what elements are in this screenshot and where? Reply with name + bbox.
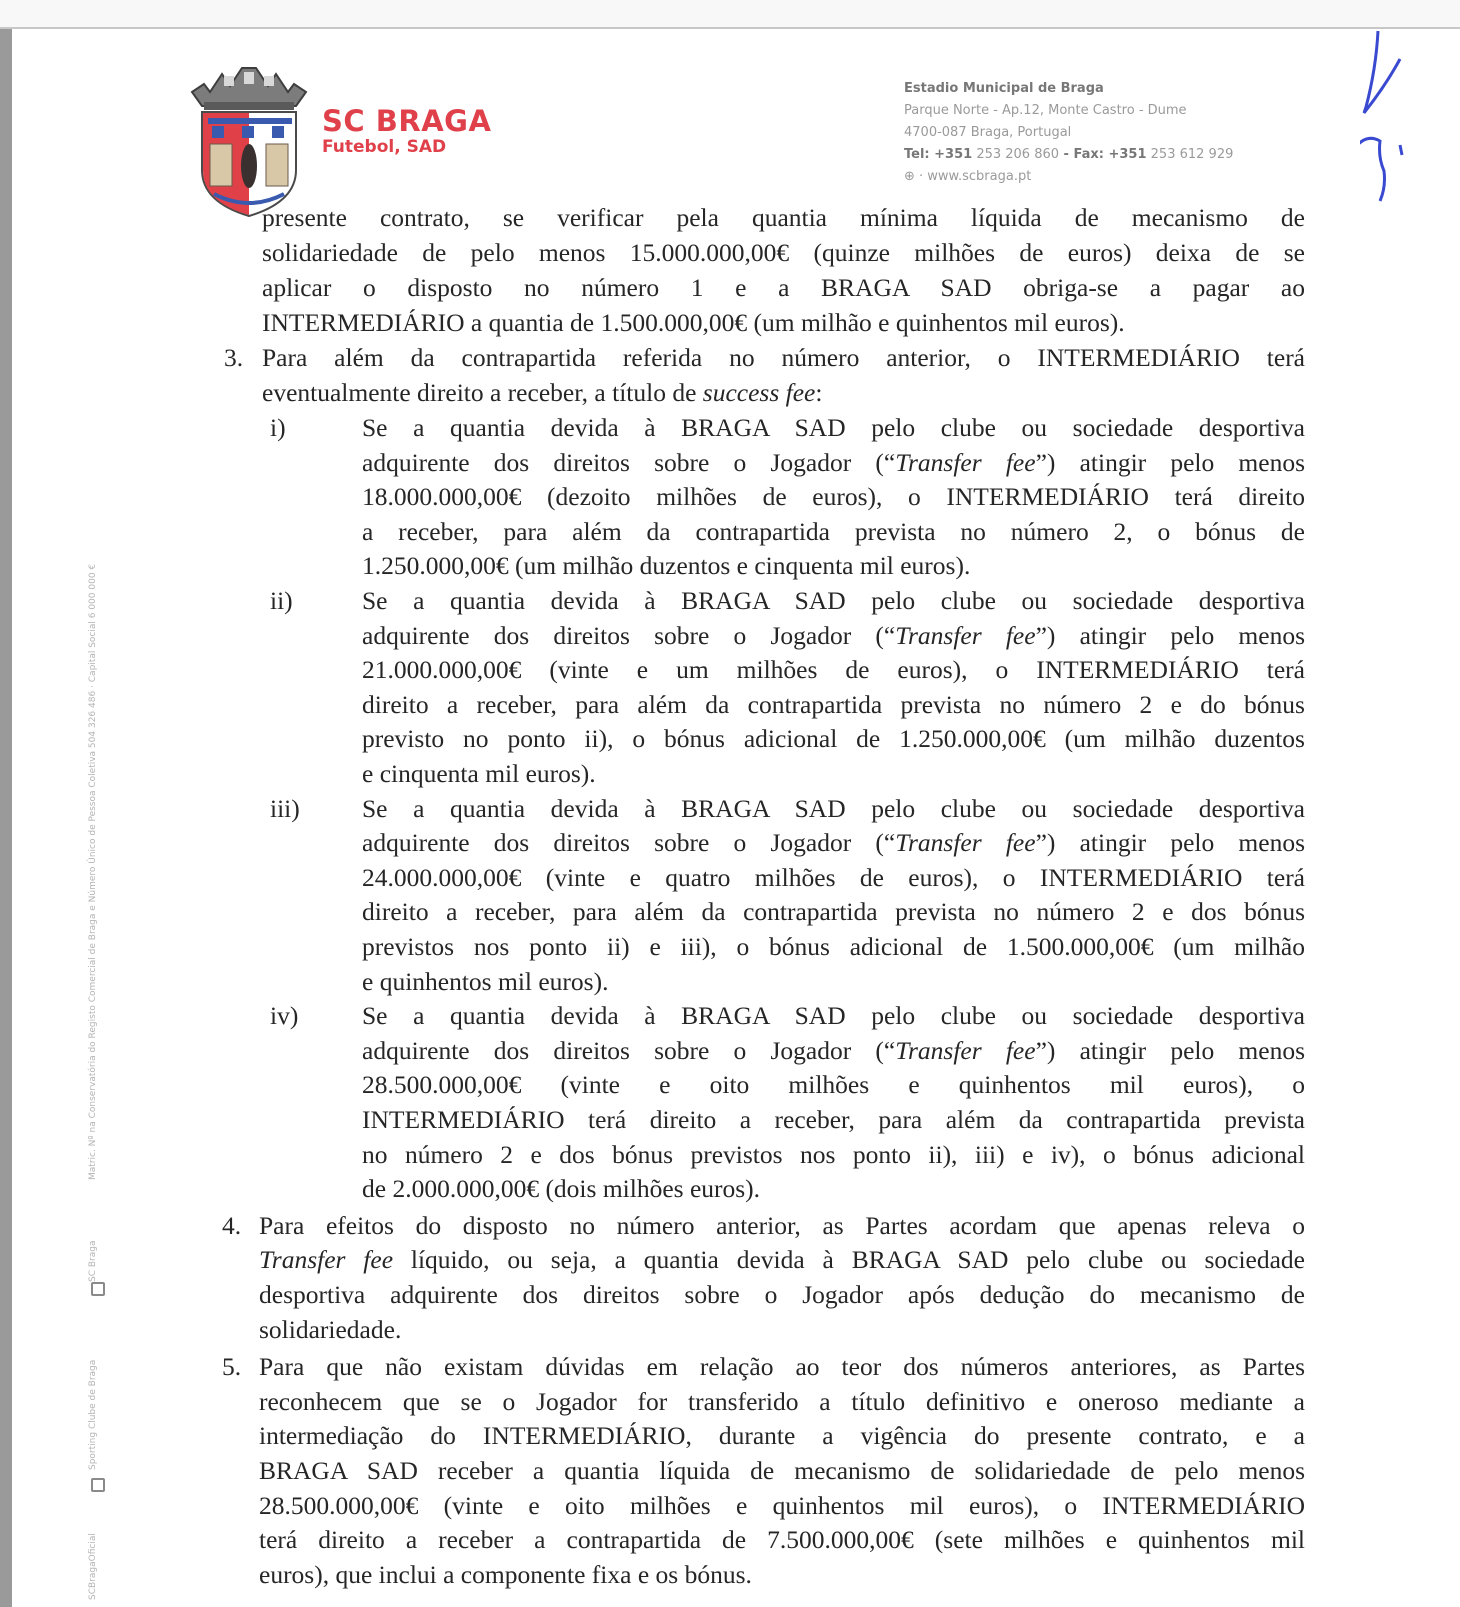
document-line — [362, 965, 608, 999]
text-run: Se a quantia devida à BRAGA SAD pelo clube ou sociedade desportiva — [362, 586, 1305, 615]
text-run: reconhecem que se o Jogador for transferido a título definitivo e oneroso mediante a — [259, 1386, 1305, 1416]
legal-registration-text: Matric. Nº na Conservatória do Registo Comercial de Braga e Número Único de Pessoa Coletiva 504 326 486 · Capital Social 6 000 000 € — [88, 563, 98, 1180]
text-run: ”) atingir pelo menos — [1035, 620, 1306, 650]
document-line — [259, 1385, 1305, 1419]
text-run: 18.000.000,00€ (dezoito milhões de euros), o INTERMEDIÁRIO terá direito — [362, 482, 1305, 512]
document-line — [362, 411, 1305, 445]
document-line — [259, 1489, 1305, 1523]
document-line — [259, 1278, 1305, 1312]
address-phone-fax — [904, 144, 1304, 166]
document-line — [362, 1103, 1305, 1137]
text-run: Para que não existam dúvidas em relação ao teor dos números anteriores, as Partes — [259, 1352, 1305, 1382]
text-run: desportiva adquirente dos direitos sobre o Jogador após dedução do mecanismo de — [259, 1280, 1305, 1309]
document-line — [259, 1419, 1305, 1453]
clause-3-text: eventualmente direito a receber, a título de — [262, 378, 703, 407]
address-line-2: Parque Norte - Ap.12, Monte Castro - Dume — [904, 103, 1187, 118]
tel-label: Tel: +351 — [904, 147, 973, 162]
text-run: ”) atingir pelo menos — [1035, 1035, 1306, 1065]
text-run: solidariedade. — [259, 1314, 402, 1344]
text-run: INTERMEDIÁRIO terá direito a receber, para além da contrapartida prevista — [362, 1105, 1305, 1134]
clause-2-line: aplicar o disposto no número 1 e a BRAGA SAD obriga-se a pagar ao — [262, 273, 1305, 302]
handwritten-annotation — [1360, 29, 1460, 219]
tel-value: 253 206 860 — [976, 147, 1060, 162]
letterhead-brand — [322, 106, 491, 156]
clause-4-number: 4. — [222, 1210, 242, 1240]
text-run: Para efeitos do disposto no número anterior, as Partes acordam que apenas releva o — [259, 1210, 1305, 1240]
sc-braga-crest-logo — [186, 62, 312, 218]
text-run: no número 2 e dos bónus previstos nos ponto ii), iii) e iv), o bónus adicional — [362, 1139, 1305, 1169]
clause-3-line: Para além da contrapartida referida no número anterior, o INTERMEDIÁRIO terá — [262, 343, 1305, 372]
transfer-fee-term: Transfer fee — [895, 828, 1036, 858]
text-run: Se a quantia devida à BRAGA SAD pelo clube ou sociedade desportiva — [362, 413, 1305, 442]
text-run: Se a quantia devida à BRAGA SAD pelo clube ou sociedade desportiva — [362, 1001, 1305, 1031]
transfer-fee-term: Transfer fee — [895, 447, 1036, 477]
document-line — [362, 1068, 1305, 1102]
document-line — [362, 446, 1305, 480]
text-run: e cinquenta mil euros). — [362, 759, 596, 788]
clause-3-colon: : — [815, 378, 823, 407]
text-run: previsto no ponto ii), o bónus adicional de 1.250.000,00€ (um milhão duzentos — [362, 724, 1305, 754]
address-line-1: Estadio Municipal de Braga — [904, 81, 1104, 96]
social-twitter-label: SCBragaOficial — [88, 1533, 98, 1600]
clause-3-number: 3. — [224, 343, 244, 372]
text-run: a receber, para além da contrapartida prevista no número 2, o bónus de — [362, 516, 1305, 546]
document-line — [362, 999, 1305, 1033]
item-label: i) — [270, 413, 286, 442]
transfer-fee-term: Transfer fee — [895, 620, 1036, 650]
document-line — [259, 1558, 752, 1592]
text-run: 24.000.000,00€ (vinte e quatro milhões de euros), o INTERMEDIÁRIO terá — [362, 862, 1305, 892]
text-run: Se a quantia devida à BRAGA SAD pelo clube ou sociedade desportiva — [362, 793, 1305, 823]
text-run: 1.250.000,00€ (um milhão duzentos e cinquenta mil euros). — [362, 551, 971, 581]
text-run: previstos nos ponto ii) e iii), o bónus adicional de 1.500.000,00€ (um milhão — [362, 932, 1305, 961]
document-line — [259, 1243, 1305, 1277]
text-run: e quinhentos mil euros). — [362, 966, 609, 996]
fax-value: 253 612 929 — [1150, 147, 1234, 162]
document-line — [362, 792, 1305, 826]
text-run: terá direito a receber a contrapartida de 7.500.000,00€ (sete milhões e quinhentos mil — [259, 1525, 1305, 1555]
text-run: adquirente dos direitos sobre o Jogador (“ — [362, 620, 896, 650]
instagram-icon — [91, 1478, 105, 1492]
item-label: iii) — [270, 793, 300, 823]
transfer-fee-term: Transfer fee — [895, 1035, 1036, 1065]
document-line — [362, 1034, 1305, 1068]
document-line — [362, 1172, 760, 1206]
fax-label: - Fax: +351 — [1059, 147, 1147, 162]
brand-name: SC BRAGA — [322, 104, 492, 138]
clause-3-line — [262, 376, 822, 410]
page-edge-shadow — [0, 29, 12, 1607]
text-run: 21.000.000,00€ (vinte e um milhões de euros), o INTERMEDIÁRIO terá — [362, 655, 1305, 685]
text-run: ”) atingir pelo menos — [1035, 828, 1306, 858]
viewer-toolbar — [0, 0, 1460, 29]
text-run: BRAGA SAD receber a quantia líquida de mecanismo de solidariedade de pelo menos — [259, 1456, 1305, 1485]
document-line — [362, 515, 1305, 549]
transfer-fee-term: Transfer fee — [259, 1245, 394, 1275]
document-line — [362, 722, 1305, 756]
document-line — [259, 1313, 401, 1347]
brand-subtitle: Futebol, SAD — [322, 137, 447, 157]
facebook-icon — [91, 1282, 105, 1296]
document-line — [362, 826, 1305, 860]
text-run: adquirente dos direitos sobre o Jogador (“ — [362, 828, 896, 858]
text-run: euros), que inclui a componente fixa e os bónus. — [259, 1559, 752, 1589]
document-line — [259, 1350, 1305, 1384]
text-run: ”) atingir pelo menos — [1035, 447, 1306, 477]
document-line — [362, 1138, 1305, 1172]
document-line — [362, 480, 1305, 514]
document-line — [362, 584, 1305, 618]
text-run: direito a receber, para além da contrapartida prevista no número 2 e dos bónus — [362, 897, 1305, 927]
document-line — [259, 1454, 1305, 1488]
item-label: ii) — [270, 586, 293, 615]
document-line — [362, 930, 1305, 964]
clause-5-number: 5. — [222, 1352, 242, 1382]
document-line — [259, 1523, 1305, 1557]
document-line — [362, 653, 1305, 687]
address-line-3: 4700-087 Braga, Portugal — [904, 125, 1072, 140]
clause-2-line: presente contrato, se verificar pela quantia mínima líquida de mecanismo de — [262, 203, 1305, 232]
clause-2-line: INTERMEDIÁRIO a quantia de 1.500.000,00€ (um milhão e quinhentos mil euros). — [262, 308, 1125, 337]
social-facebook-label: SC Braga — [88, 1240, 98, 1282]
success-fee-term: success fee — [702, 378, 816, 407]
letterhead-address — [904, 78, 1304, 188]
text-run: de 2.000.000,00€ (dois milhões euros). — [362, 1174, 761, 1204]
address-web — [904, 166, 1304, 188]
document-line — [362, 757, 596, 791]
text-run: 28.500.000,00€ (vinte e oito milhões e quinhentos mil euros), o INTERMEDIÁRIO — [259, 1490, 1305, 1520]
text-run: direito a receber, para além da contrapartida prevista no número 2 e do bónus — [362, 689, 1305, 719]
social-instagram-label: Sporting Clube de Braga — [88, 1359, 98, 1470]
text-run: adquirente dos direitos sobre o Jogador (“ — [362, 1035, 896, 1065]
legal-sidebar — [88, 300, 108, 1600]
text-run: 28.500.000,00€ (vinte e oito milhões e quinhentos mil euros), o — [362, 1070, 1305, 1100]
document-line — [362, 688, 1305, 722]
website-link[interactable]: www.scbraga.pt — [927, 169, 1032, 184]
text-run: líquido, ou seja, a quantia devida à BRAGA SAD pelo clube ou sociedade — [393, 1245, 1305, 1275]
globe-icon: ⊕ · — [904, 169, 928, 184]
document-line — [362, 895, 1305, 929]
item-label: iv) — [270, 1001, 299, 1031]
clause-2-line: solidariedade de pelo menos 15.000.000,00€ (quinze milhões de euros) deixa de se — [262, 238, 1305, 267]
document-line — [362, 619, 1305, 653]
document-line — [259, 1209, 1305, 1243]
text-run: adquirente dos direitos sobre o Jogador (“ — [362, 447, 896, 477]
document-line — [362, 549, 970, 583]
document-line — [362, 861, 1305, 895]
text-run: intermediação do INTERMEDIÁRIO, durante a vigência do presente contrato, e a — [259, 1421, 1305, 1451]
